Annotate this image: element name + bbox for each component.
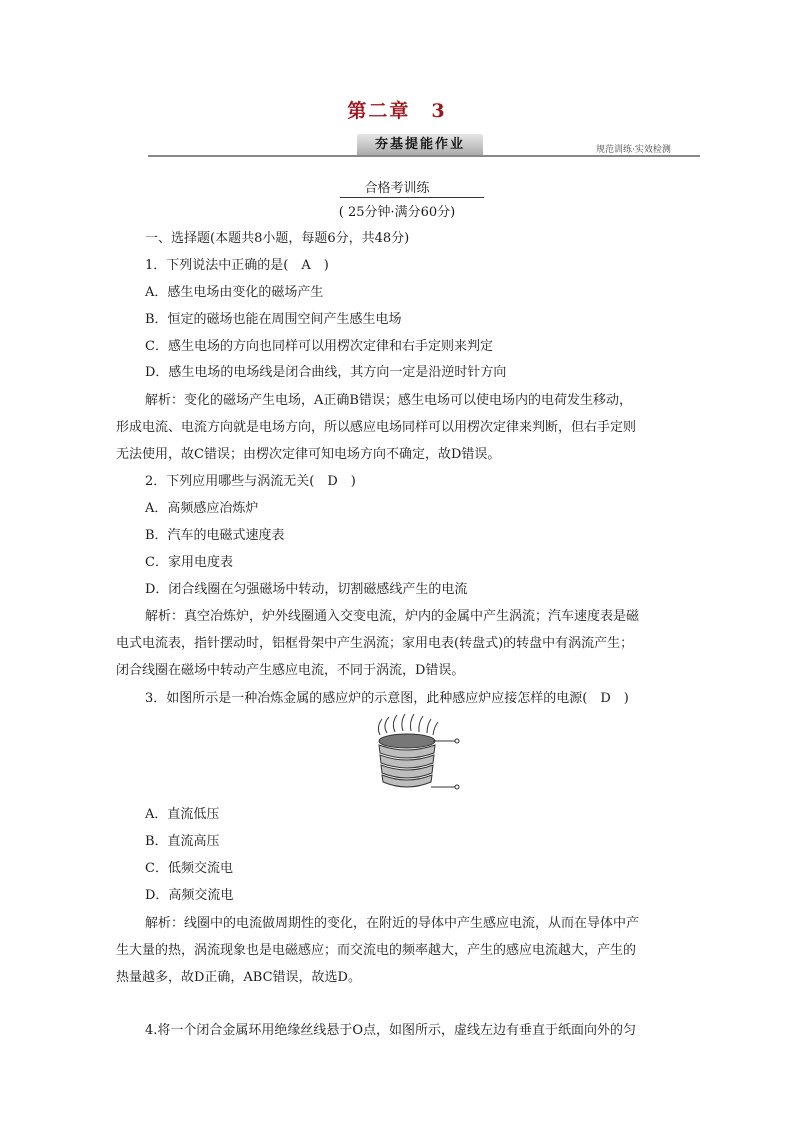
- q3-option-d: D．高频交流电: [145, 888, 234, 903]
- q3-analysis: 生大量的热，涡流现象也是电磁感应；而交流电的频率越大，产生的感应电流越大，产生的: [116, 943, 637, 958]
- q3-analysis: 热量越多，故D正确，ABC错误，故选D。: [116, 970, 361, 985]
- header-divider: [148, 155, 700, 157]
- question-4: 4.将一个闭合金属环用绝缘丝线悬于O点，如图所示，虚线左边有垂直于纸面向外的匀: [145, 1023, 637, 1038]
- section-subtitle: ( 25分钟·满分60分): [338, 205, 456, 220]
- q2-analysis: 解析：真空冶炼炉，炉外线圈通入交变电流，炉内的金属中产生涡流；汽车速度表是磁: [145, 609, 640, 624]
- section-divider: [340, 197, 484, 198]
- q1-option-d: D．感生电场的电场线是闭合曲线，其方向一定是沿逆时针方向: [145, 365, 507, 380]
- page-title: 第二章 3: [347, 100, 447, 122]
- q3-option-c: C．低频交流电: [145, 861, 233, 876]
- section-banner: 夯基提能作业: [357, 134, 483, 156]
- q1-option-c: C．感生电场的方向也同样可以用楞次定律和右手定则来判定: [145, 339, 493, 354]
- question-1: 1．下列说法中正确的是( A ): [145, 258, 329, 273]
- q2-option-c: C．家用电度表: [145, 555, 233, 570]
- question-2: 2．下列应用哪些与涡流无关( D ): [145, 474, 356, 489]
- header-right-label: 规范训练·实效检测: [596, 145, 671, 155]
- question-3: 3．如图所示是一种冶炼金属的感应炉的示意图，此种感应炉应接怎样的电源( D ): [145, 691, 629, 706]
- q2-option-d: D．闭合线圈在匀强磁场中转动，切割磁感线产生的电流: [145, 582, 468, 597]
- part-heading: 一、选择题(本题共8小题，每题6分，共48分): [145, 231, 410, 246]
- q2-option-b: B．汽车的电磁式速度表: [145, 528, 285, 543]
- q2-analysis: 电式电流表，指针摆动时，铝框骨架中产生涡流；家用电表(转盘式)的转盘中有涡流产生；: [116, 636, 634, 651]
- q3-option-b: B．直流高压: [145, 834, 220, 849]
- q1-analysis: 无法使用，故C错误；由楞次定律可知电场方向不确定，故D错误。: [116, 447, 501, 462]
- q3-analysis: 解析：线圈中的电流做周期性的变化，在附近的导体中产生感应电流，从而在导体中产: [145, 916, 640, 931]
- section-title: 合格考训练: [364, 181, 430, 196]
- q3-option-a: A．直流低压: [145, 807, 220, 822]
- q2-analysis: 闭合线圈在磁场中转动产生感应电流，不同于涡流，D错误。: [116, 663, 465, 678]
- q2-option-a: A．高频感应冶炼炉: [145, 501, 259, 516]
- q1-option-b: B．恒定的磁场也能在周围空间产生感生电场: [145, 312, 402, 327]
- induction-furnace-figure: [370, 713, 464, 793]
- q1-analysis: 解析：变化的磁场产生电场，A正确B错误；感生电场可以使电场内的电荷发生移动，: [145, 393, 632, 408]
- q1-option-a: A．感生电场由变化的磁场产生: [145, 285, 324, 300]
- q1-analysis: 形成电流、电流方向就是电场方向，所以感应电场同样可以用楞次定律来判断，但右手定则: [116, 420, 637, 435]
